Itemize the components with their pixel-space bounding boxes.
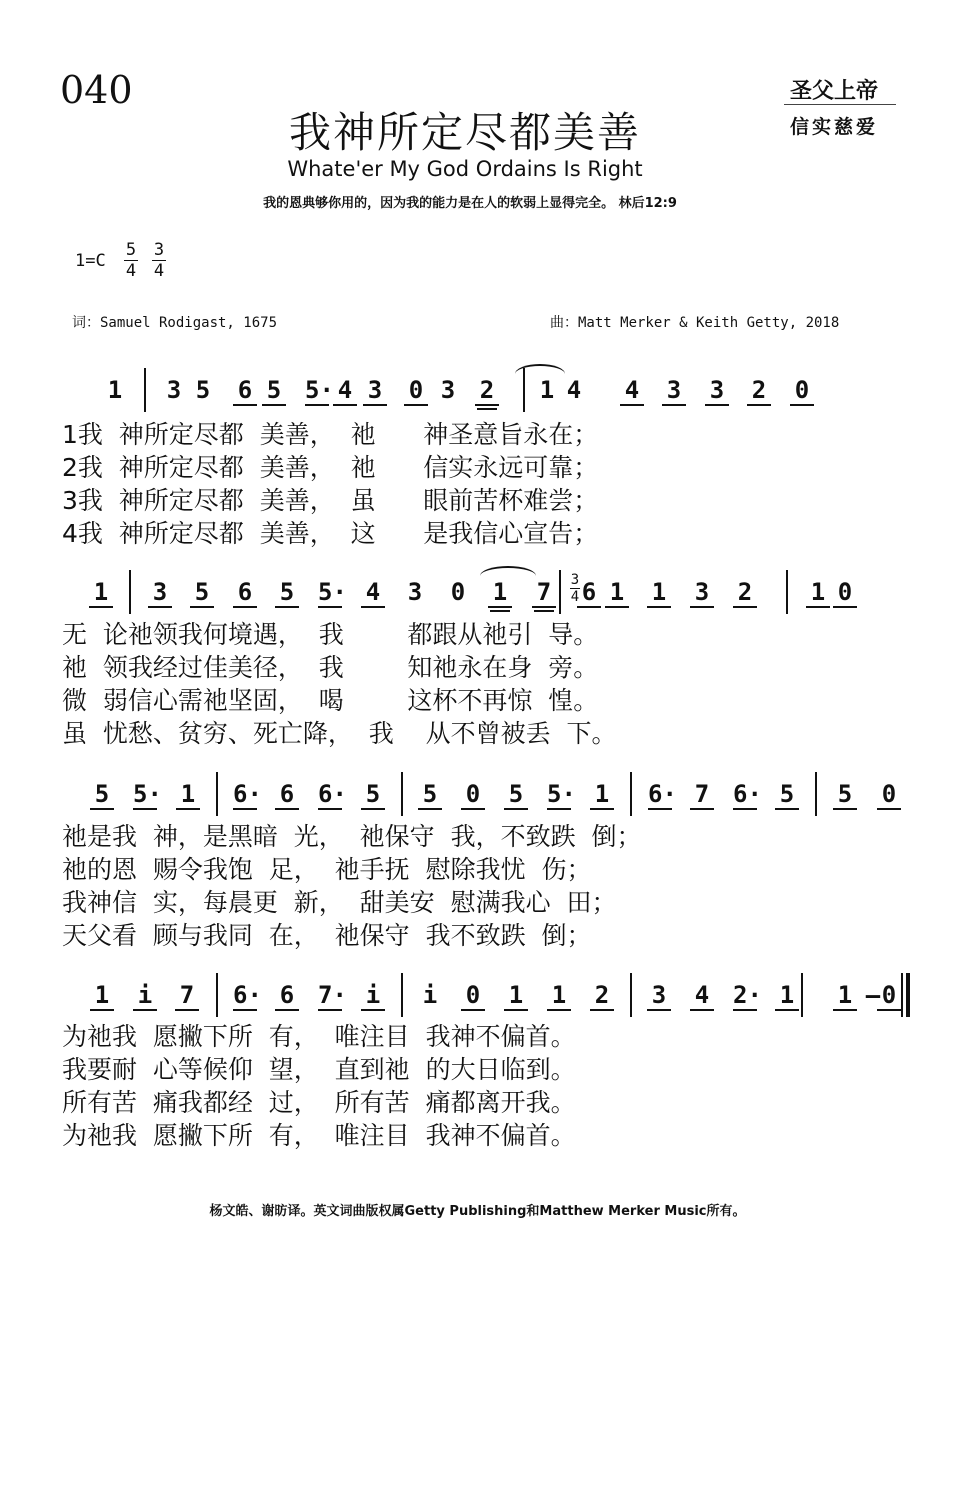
hymn-number: 040 bbox=[60, 68, 133, 112]
note: 5· bbox=[547, 780, 576, 808]
time-bottom: 4 bbox=[570, 589, 580, 605]
lyric-line: 我要耐 心等候仰 望， 直到祂 的大日临到。 bbox=[62, 1055, 576, 1084]
note: 2 bbox=[590, 981, 614, 1011]
note: 6· bbox=[233, 981, 262, 1009]
note: 6 bbox=[275, 780, 299, 810]
note: 3 bbox=[705, 376, 729, 406]
note: 5· bbox=[318, 578, 347, 606]
note: 1 bbox=[89, 578, 113, 608]
title-english: Whate'er My God Ordains Is Right bbox=[287, 157, 643, 181]
note: 5 bbox=[361, 780, 385, 810]
copyright-footer: 杨文皓、谢昉译。英文词曲版权属Getty Publishing和Matthew Merker Music所有。 bbox=[209, 1204, 746, 1219]
note: 7 bbox=[532, 578, 556, 608]
barline bbox=[216, 772, 218, 816]
note: 6 bbox=[577, 578, 601, 608]
time-change-3-4 bbox=[570, 572, 580, 605]
note: 6 bbox=[275, 981, 299, 1011]
note: 5· bbox=[133, 780, 162, 808]
note: 5 bbox=[775, 780, 799, 810]
note: 6 bbox=[233, 578, 257, 608]
note: 1 bbox=[90, 981, 114, 1011]
lyric-line: 祂 领我经过佳美径， 我 知祂永在身 旁。 bbox=[62, 653, 599, 682]
note: 3 bbox=[148, 578, 172, 608]
time-top: 5 bbox=[125, 240, 137, 260]
lyric-line: 为祂我 愿撇下所 有， 唯注目 我神不偏首。 bbox=[62, 1022, 576, 1051]
note: 0 bbox=[450, 578, 466, 606]
lyric-line: 3我 神所定尽都 美善， 虽 眼前苦杯难尝； bbox=[62, 486, 599, 515]
final-barline bbox=[901, 973, 910, 1017]
note: 7 bbox=[690, 780, 714, 810]
note: 2 bbox=[747, 376, 771, 406]
lyric-line: 虽 忧愁、贫穷、死亡降， 我 从不曾被丢 下。 bbox=[62, 719, 617, 748]
note: 4 bbox=[620, 376, 644, 406]
barline bbox=[216, 973, 218, 1017]
note: 1 bbox=[547, 981, 571, 1011]
note: 3 bbox=[647, 981, 671, 1011]
note: 4 bbox=[566, 376, 582, 404]
barline bbox=[129, 570, 131, 614]
note: i bbox=[422, 981, 438, 1009]
note: 2· bbox=[733, 981, 762, 1009]
note: 0 bbox=[877, 981, 901, 1011]
note: 3 bbox=[690, 578, 714, 608]
note: 1 bbox=[775, 981, 799, 1011]
lyric-line: 微 弱信心需祂坚固， 喝 这杯不再惊 惶。 bbox=[62, 686, 599, 715]
note: 0 bbox=[790, 376, 814, 406]
note: i bbox=[361, 981, 385, 1011]
note: 1 bbox=[107, 376, 123, 404]
lyric-line: 所有苦 痛我都经 过， 所有苦 痛都离开我。 bbox=[62, 1088, 576, 1117]
note: 3 bbox=[662, 376, 686, 406]
note: 1 bbox=[488, 578, 512, 608]
time-bottom: 4 bbox=[125, 261, 137, 281]
key-signature: 1=C bbox=[75, 251, 106, 271]
lyric-line: 4我 神所定尽都 美善， 这 是我信心宣告； bbox=[62, 519, 599, 548]
time-top: 3 bbox=[153, 240, 165, 260]
lyric-line: 祂的恩 赐令我饱 足， 祂手抚 慰除我忧 伤； bbox=[62, 855, 592, 884]
lyric-line: 2我 神所定尽都 美善， 祂 信实永远可靠； bbox=[62, 453, 599, 482]
note: 1 bbox=[605, 578, 629, 608]
lyric-line: 我神信 实，每晨更 新， 甜美安 慰满我心 田； bbox=[62, 888, 617, 917]
slur bbox=[480, 566, 536, 576]
note: 0 bbox=[461, 981, 485, 1011]
note: 5 bbox=[90, 780, 114, 810]
note: 1 bbox=[504, 981, 528, 1011]
note: 5· bbox=[305, 376, 334, 404]
time-bottom: 4 bbox=[153, 261, 165, 281]
time-signature-3-4 bbox=[152, 240, 166, 281]
note: 0 bbox=[877, 780, 901, 810]
note: 5 bbox=[418, 780, 442, 810]
note: 7 bbox=[175, 981, 199, 1011]
note: 2 bbox=[475, 376, 499, 406]
title-chinese: 我神所定尽都美善 bbox=[288, 108, 641, 157]
note: 6· bbox=[733, 780, 762, 808]
credit-words: 词：Samuel Rodigast, 1675 bbox=[72, 315, 278, 331]
note: 1 bbox=[539, 376, 555, 404]
note: 0 bbox=[461, 780, 485, 810]
note: 1 bbox=[176, 780, 200, 810]
note: 3 bbox=[440, 376, 456, 404]
note: i bbox=[133, 981, 157, 1011]
note: 5 bbox=[833, 780, 857, 810]
note: 1 bbox=[647, 578, 671, 608]
note: 0 bbox=[404, 376, 428, 406]
note: 3 bbox=[166, 376, 182, 404]
note: 5 bbox=[190, 578, 214, 608]
barline bbox=[630, 973, 632, 1017]
note: 6· bbox=[318, 780, 347, 808]
note: 4 bbox=[361, 578, 385, 608]
note: 6· bbox=[233, 780, 262, 808]
note: 3 bbox=[363, 376, 387, 406]
note: 6· bbox=[648, 780, 677, 808]
barline bbox=[144, 368, 146, 412]
barline bbox=[523, 368, 525, 412]
lyric-line: 1我 神所定尽都 美善， 祂 神圣意旨永在； bbox=[62, 420, 599, 449]
note: 5 bbox=[195, 376, 211, 404]
slur bbox=[515, 364, 565, 374]
time-top: 3 bbox=[570, 572, 580, 588]
note: 7· bbox=[318, 981, 347, 1009]
barline bbox=[401, 772, 403, 816]
note: 1 bbox=[833, 981, 857, 1011]
barline bbox=[630, 772, 632, 816]
lyric-line: 无 论祂领我何境遇， 我 都跟从祂引 导。 bbox=[62, 620, 599, 649]
note: 3 bbox=[407, 578, 423, 606]
category-title: 圣父上帝 bbox=[790, 78, 879, 104]
barline bbox=[559, 570, 561, 614]
lyric-line: 为祂我 愿撇下所 有， 唯注目 我神不偏首。 bbox=[62, 1121, 576, 1150]
note: 0 bbox=[833, 578, 857, 608]
credit-music: 曲：Matt Merker & Keith Getty, 2018 bbox=[550, 315, 840, 331]
note: 4 bbox=[333, 376, 357, 406]
note: 5 bbox=[262, 376, 286, 406]
barline bbox=[401, 973, 403, 1017]
note: 6 bbox=[233, 376, 257, 406]
note: 1 bbox=[590, 780, 614, 810]
barline bbox=[786, 570, 788, 614]
note: 2 bbox=[733, 578, 757, 608]
category-subtitle: 信实慈爱 bbox=[790, 116, 879, 138]
barline bbox=[815, 772, 817, 816]
note: 1 bbox=[806, 578, 830, 608]
note: 5 bbox=[275, 578, 299, 608]
lyric-line: 祂是我 神，是黑暗 光， 祂保守 我，不致跌 倒； bbox=[62, 822, 642, 851]
note: 5 bbox=[504, 780, 528, 810]
scripture-verse: 我的恩典够你用的，因为我的能力是在人的软弱上显得完全。 林后12:9 bbox=[263, 196, 677, 211]
lyric-line: 天父看 顾与我同 在， 祂保守 我不致跌 倒； bbox=[62, 921, 592, 950]
note: 4 bbox=[690, 981, 714, 1011]
note: – bbox=[865, 981, 881, 1009]
time-signature-5-4 bbox=[124, 240, 138, 281]
barline bbox=[801, 973, 803, 1017]
